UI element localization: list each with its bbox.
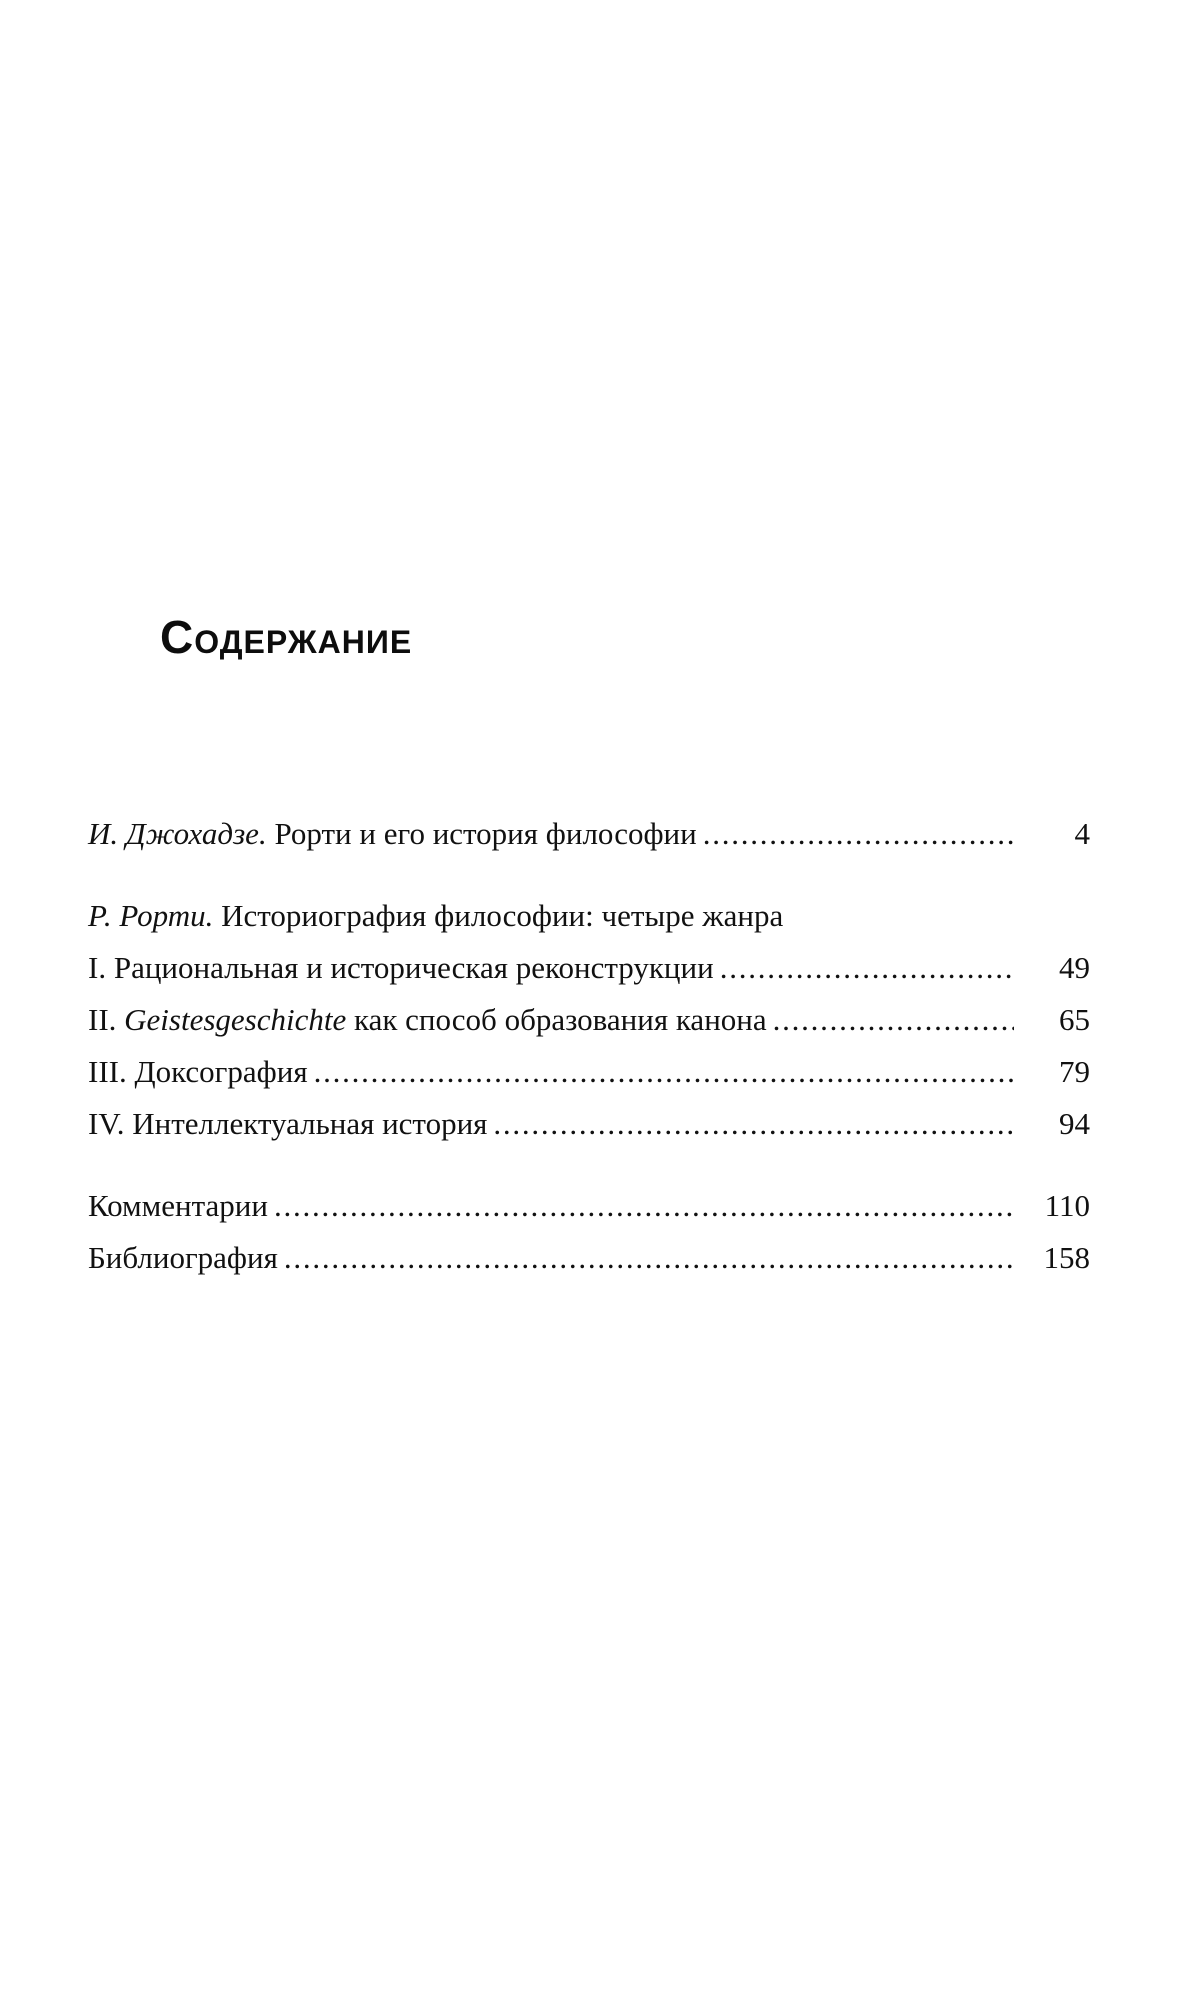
- toc-entry-chapter-2[interactable]: [88, 994, 1090, 1046]
- chapter-title: как способ образования канона: [346, 1002, 767, 1037]
- toc-essay-heading: [88, 890, 1090, 942]
- toc-title: Рорти и его история философии: [266, 816, 697, 851]
- toc-page-number: 4: [1074, 816, 1090, 851]
- toc-entry-chapter-3[interactable]: [88, 1046, 1090, 1098]
- table-of-contents: [88, 808, 1090, 1284]
- chapter-title: Рациональная и историческая реконструкции: [113, 950, 714, 985]
- toc-page-number: 94: [1059, 1106, 1090, 1141]
- chapter-title: Интеллектуальная история: [132, 1106, 488, 1141]
- dot-leader: [274, 1180, 1014, 1232]
- toc-entry-text: [88, 1098, 487, 1150]
- chapter-number: IV.: [88, 1106, 133, 1141]
- chapter-number: II.: [88, 1002, 125, 1037]
- toc-entry-bibliography[interactable]: [88, 1232, 1090, 1284]
- toc-entry-commentary[interactable]: [88, 1180, 1090, 1232]
- toc-page-number: 65: [1059, 1002, 1090, 1037]
- toc-page-number: 110: [1044, 1188, 1090, 1223]
- toc-entry-text: [88, 942, 714, 994]
- toc-page-number: 79: [1059, 1054, 1090, 1089]
- dot-leader: [773, 994, 1014, 1046]
- dot-leader: [314, 1046, 1014, 1098]
- toc-entry-text: [88, 1046, 308, 1098]
- toc-entry-text: [88, 994, 767, 1046]
- dot-leader: [720, 942, 1014, 994]
- toc-entry-text: [88, 808, 697, 860]
- toc-page-number: 49: [1059, 950, 1090, 985]
- toc-entry-text: Комментарии: [88, 1188, 268, 1223]
- chapter-number: III.: [88, 1054, 135, 1089]
- toc-entry-chapter-4[interactable]: [88, 1098, 1090, 1150]
- toc-author: И. Джохадзе.: [88, 816, 267, 851]
- chapter-number: I.: [88, 950, 114, 985]
- toc-page-number: 158: [1043, 1240, 1090, 1275]
- dot-leader: [703, 808, 1014, 860]
- toc-author: Р. Рорти.: [88, 898, 214, 933]
- toc-entry-intro[interactable]: [88, 808, 1090, 860]
- chapter-foreign-term: Geistesgeschichte: [124, 1002, 347, 1037]
- toc-entry-chapter-1[interactable]: [88, 942, 1090, 994]
- toc-title: Историография философии: четыре жанра: [213, 898, 784, 933]
- chapter-title: Доксография: [134, 1054, 308, 1089]
- dot-leader: [493, 1098, 1014, 1150]
- dot-leader: [284, 1232, 1014, 1284]
- toc-entry-text: Библиография: [88, 1240, 278, 1275]
- page-title: Содержание: [160, 611, 413, 663]
